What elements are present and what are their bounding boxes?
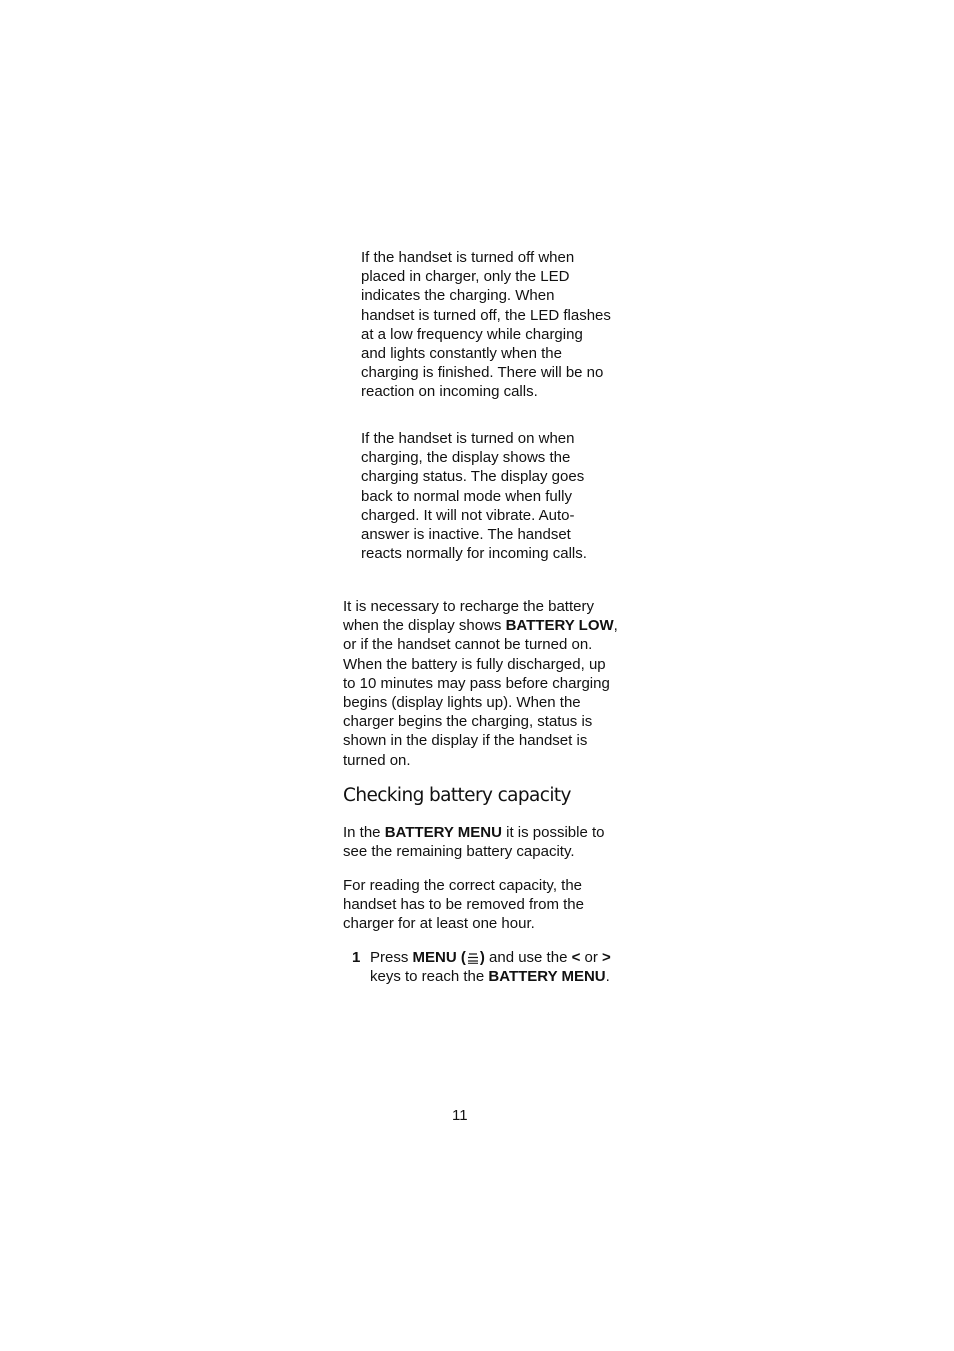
battery-menu-label: BATTERY MENU <box>384 824 502 841</box>
text-segment: and use the <box>484 949 572 966</box>
step-number: 1 <box>352 949 361 966</box>
right-key-label: > <box>602 949 611 966</box>
battery-menu-label: BATTERY MENU <box>488 968 606 986</box>
text-segment: Press <box>370 949 413 966</box>
paragraph-recharge-battery <box>343 597 618 770</box>
left-key-label: < <box>571 949 581 966</box>
text-segment: . <box>605 968 610 986</box>
menu-key-close: ) <box>479 949 485 966</box>
paragraph-handset-off-charging: If the handset is turned off when placed in charger, only the LED indicates the charging. When handset is turned off, the LED flashes at a low frequency while charging and lights constantly when the charging is finished. There will be no reaction on incoming calls. <box>361 249 611 401</box>
text-segment: or <box>580 949 603 966</box>
paragraph-battery-menu <box>343 823 618 861</box>
page-number: 11 <box>452 1107 468 1124</box>
text-segment: It is necessary to recharge the battery when the display shows <box>343 598 594 635</box>
text-segment: In the <box>343 824 385 841</box>
menu-icon <box>467 951 479 964</box>
text-segment: keys to reach the <box>370 968 489 986</box>
battery-low-label: BATTERY LOW <box>505 617 614 635</box>
menu-key-label: MENU ( <box>412 949 466 966</box>
section-heading: Checking battery capacity <box>343 785 571 806</box>
step-text <box>370 948 618 986</box>
text-segment: it is possible to see the remaining battery capacity. <box>343 824 605 861</box>
paragraph-handset-on-charging: If the handset is turned on when charging, the display shows the charging status. The display goes back to normal mode when fully charged. It will not vibrate. Auto-answer is inactive. The handset reacts normally for incoming calls. <box>361 430 587 563</box>
text-segment: , or if the handset cannot be turned on. When the battery is fully discharged, up to 10 minutes may pass before charging begins (display lights up). When the charger begins the charging, status is shown in the display if the handset is turned on. <box>343 617 618 769</box>
paragraph-reading-capacity: For reading the correct capacity, the handset has to be removed from the charger for at least one hour. <box>343 877 584 933</box>
